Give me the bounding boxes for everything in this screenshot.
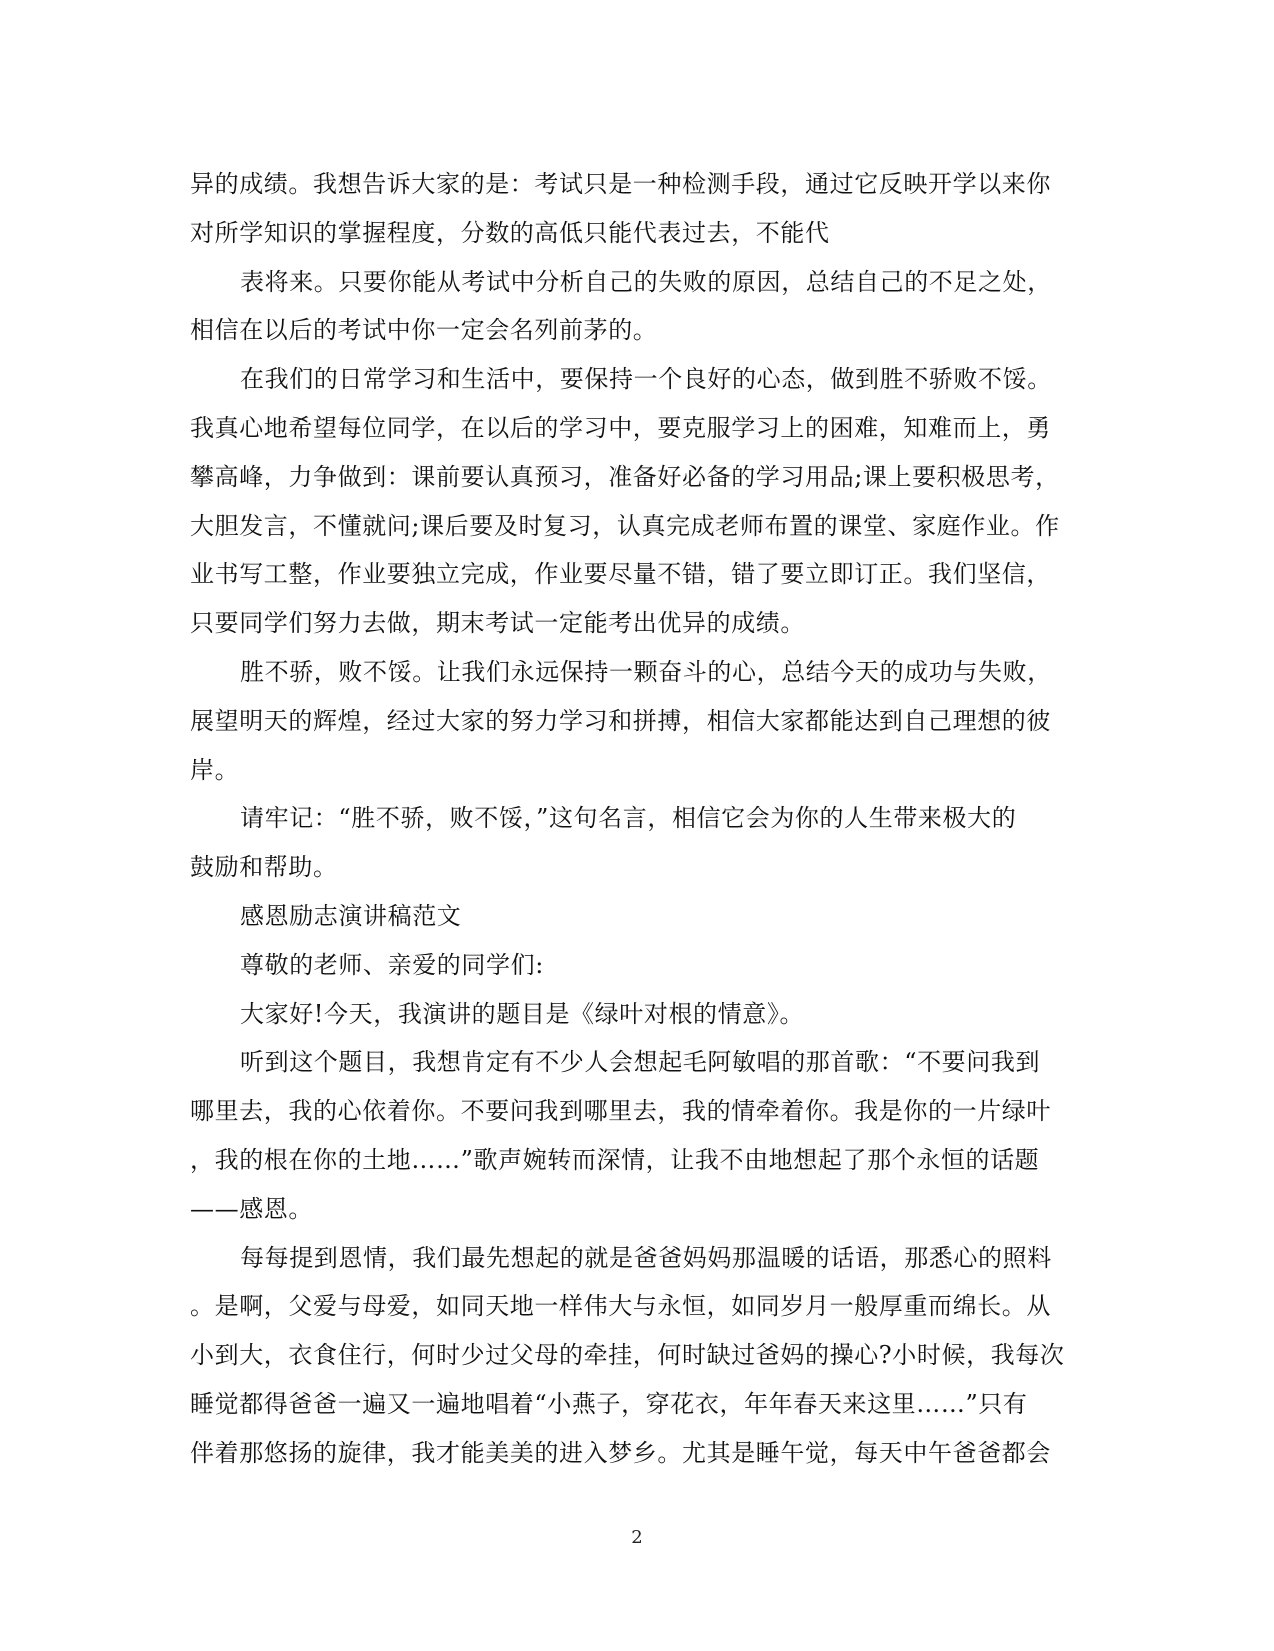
text-line: 表将来。只要你能从考试中分析自己的失败的原因，总结自己的不足之处， bbox=[240, 267, 1052, 296]
text-line: 。是啊，父爱与母爱，如同天地一样伟大与永恒，如同岁月一般厚重而绵长。从 bbox=[190, 1292, 1051, 1321]
text-line: 请牢记：“胜不骄，败不馁，”这句名言，相信它会为你的人生带来极大的 bbox=[240, 804, 1017, 833]
text-line: 每每提到恩情，我们最先想起的就是爸爸妈妈那温暖的话语，那悉心的照料 bbox=[240, 1243, 1052, 1272]
text-line: 胜不骄，败不馁。让我们永远保持一颗奋斗的心，总结今天的成功与失败， bbox=[240, 657, 1052, 686]
text-line: 听到这个题目，我想肯定有不少人会想起毛阿敏唱的那首歌：“不要问我到 bbox=[240, 1048, 1041, 1077]
text-line: 睡觉都得爸爸一遍又一遍地唱着“小燕子，穿花衣，年年春天来这里……”只有 bbox=[190, 1389, 1028, 1418]
text-line: ——感恩。 bbox=[190, 1194, 313, 1223]
text-line: 对所学知识的掌握程度，分数的高低只能代表过去，不能代 bbox=[190, 218, 830, 247]
text-line: 感恩励志演讲稿范文 bbox=[240, 901, 462, 930]
text-line: ，我的根在你的土地……”歌声婉转而深情，让我不由地想起了那个永恒的话题 bbox=[190, 1145, 1040, 1174]
text-line: 哪里去，我的心依着你。不要问我到哪里去，我的情牵着你。我是你的一片绿叶 bbox=[190, 1097, 1051, 1126]
text-line: 只要同学们努力去做，期末考试一定能考出优异的成绩。 bbox=[190, 609, 805, 638]
text-line: 我真心地希望每位同学，在以后的学习中，要克服学习上的困难，知难而上，勇 bbox=[190, 413, 1051, 442]
text-line: 小到大，衣食住行，何时少过父母的牵挂，何时缺过爸妈的操心?小时候，我每次 bbox=[190, 1341, 1065, 1370]
text-line: 在我们的日常学习和生活中，要保持一个良好的心态，做到胜不骄败不馁。 bbox=[240, 365, 1052, 394]
text-line: 攀高峰，力争做到：课前要认真预习，准备好必备的学习用品;课上要积极思考， bbox=[190, 462, 1060, 491]
text-line: 鼓励和帮助。 bbox=[190, 853, 338, 882]
page-number: 2 bbox=[631, 1527, 643, 1548]
text-line: 伴着那悠扬的旋律，我才能美美的进入梦乡。尤其是睡午觉，每天中午爸爸都会 bbox=[190, 1438, 1051, 1467]
text-line: 异的成绩。我想告诉大家的是：考试只是一种检测手段，通过它反映开学以来你 bbox=[190, 170, 1051, 198]
document-body bbox=[190, 160, 1090, 1478]
text-line: 大家好!今天，我演讲的题目是《绿叶对根的情意》。 bbox=[240, 999, 805, 1028]
text-line: 岸。 bbox=[190, 755, 240, 784]
text-line: 大胆发言，不懂就问;课后要及时复习，认真完成老师布置的课堂、家庭作业。作 bbox=[190, 511, 1060, 540]
text-line: 业书写工整，作业要独立完成，作业要尽量不错，错了要立即订正。我们坚信， bbox=[190, 560, 1051, 589]
text-line: 展望明天的辉煌，经过大家的努力学习和拼搏，相信大家都能达到自己理想的彼 bbox=[190, 706, 1051, 735]
text-line: 尊敬的老师、亲爱的同学们: bbox=[240, 950, 544, 979]
text-line: 相信在以后的考试中你一定会名列前茅的。 bbox=[190, 316, 658, 345]
